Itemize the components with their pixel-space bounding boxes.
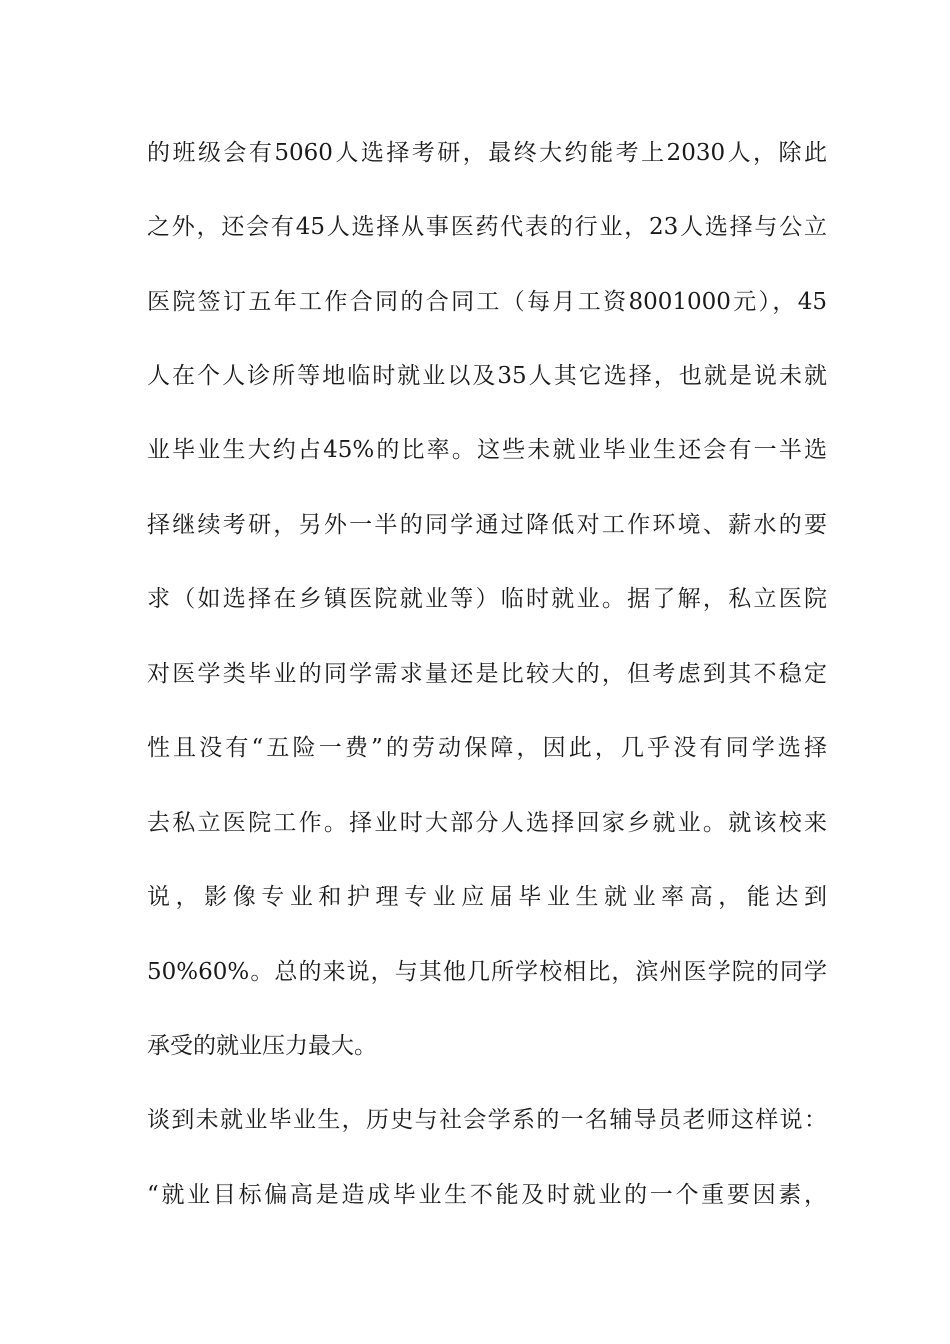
paragraph-line: 求（如选择在乡镇医院就业等）临时就业。据了解，私立医院 (147, 586, 827, 612)
paragraph-last-line: 承受的就业压力最大。 (147, 1033, 377, 1059)
paragraph-line: 性且没有“五险一费”的劳动保障，因此，几乎没有同学选择 (147, 735, 827, 761)
paragraph-line: 50%60%。总的来说，与其他几所学校相比，滨州医学院的同学 (147, 959, 827, 985)
paragraph-line: 之外，还会有45人选择从事医药代表的行业，23人选择与公立 (147, 214, 827, 240)
paragraph-line: 医院签订五年工作合同的合同工（每月工资8001000元），45 (147, 289, 827, 315)
paragraph-line: 说，影像专业和护理专业应届毕业生就业率高，能达到 (147, 884, 827, 910)
paragraph-line: “就业目标偏高是造成毕业生不能及时就业的一个重要因素， (147, 1182, 827, 1208)
paragraph-line: 人在个人诊所等地临时就业以及35人其它选择，也就是说未就 (147, 363, 827, 389)
paragraph-line: 择继续考研，另外一半的同学通过降低对工作环境、薪水的要 (147, 512, 827, 538)
paragraph-line: 业毕业生大约占45%的比率。这些未就业毕业生还会有一半选 (147, 437, 827, 463)
paragraph-line: 对医学类毕业的同学需求量还是比较大的，但考虑到其不稳定 (147, 661, 827, 687)
paragraph-line: 去私立医院工作。择业时大部分人选择回家乡就业。就该校来 (147, 810, 827, 836)
paragraph-line: 的班级会有5060人选择考研，最终大约能考上2030人，除此 (147, 140, 827, 166)
paragraph-line: 谈到未就业毕业生，历史与社会学系的一名辅导员老师这样说： (147, 1107, 827, 1133)
